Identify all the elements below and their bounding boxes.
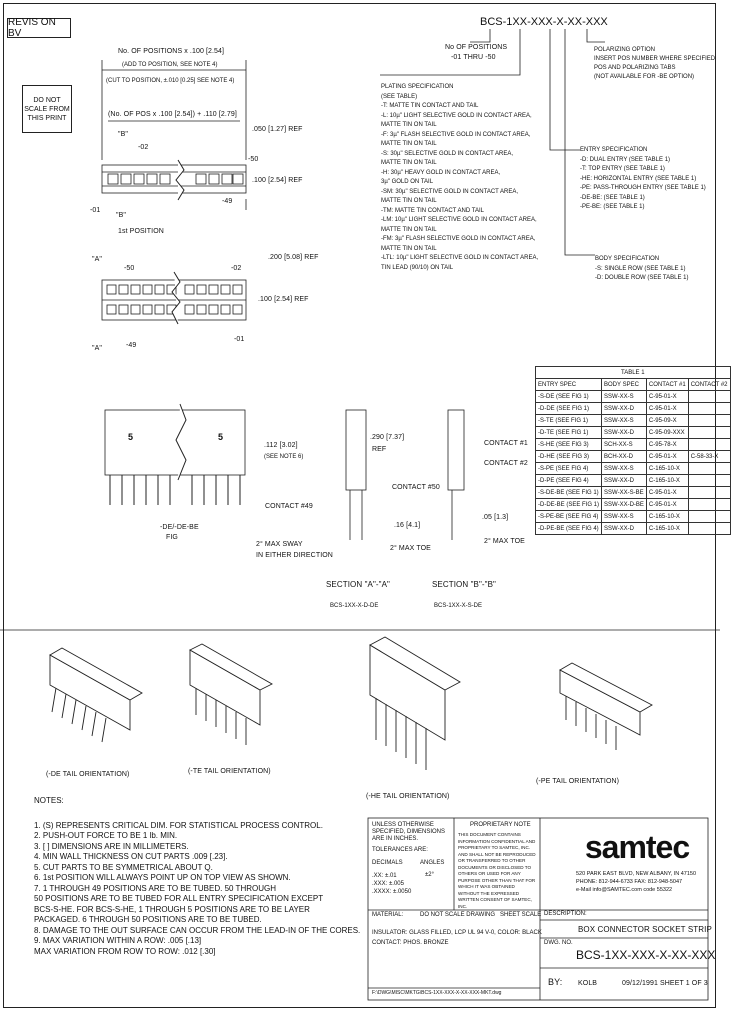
- table-cell: C-165-10-X: [646, 511, 688, 523]
- pos-50: -50: [248, 156, 259, 163]
- entry-block: ENTRY SPECIFICATION -D: DUAL ENTRY (SEE TABLE 1) -T: TOP ENTRY (SEE TABLE 1) -HE: HORIZONTAL ENTRY (SEE TABLE 1) -PE: PASS-THROUGH ENTRY (SEE TABLE 1) -DE-BE: (SEE TABLE 1) -PE-BE: (SEE TABLE 1): [580, 147, 706, 210]
- de-orientation: (-DE TAIL ORIENTATION): [46, 771, 130, 778]
- notes: [34, 796, 360, 957]
- table-row: [536, 487, 731, 499]
- tb-dwg-no: BCS-1XX-XXX-X-XX-XXX: [576, 948, 716, 962]
- table-row: [536, 403, 731, 415]
- tb-date: 09/12/1991: [622, 980, 659, 987]
- table-cell: [688, 463, 730, 475]
- table-cell: -S-HE (SEE FIG 3): [536, 439, 602, 451]
- tb-file: F:\DWG\MISC\MKTG\BCS-1XX-XXX-X-XX-XXX-MKT.dwg: [372, 990, 502, 996]
- table-cell: -S-TE (SEE FIG 1): [536, 415, 602, 427]
- a-label-top: "A": [92, 256, 102, 263]
- dim-100: .100 [2.54] REF: [252, 177, 303, 184]
- table-cell: C-58-33-X: [688, 451, 730, 463]
- note-line: PACKAGED. 6 THROUGH 50 POSITIONS ARE TO BE TUBED.: [34, 915, 262, 924]
- table-cell: -D-DE (SEE FIG 1): [536, 403, 602, 415]
- table-cell: C-95-09-X: [646, 415, 688, 427]
- te-orientation: (-TE TAIL ORIENTATION): [188, 768, 271, 775]
- table-cell: C-95-78-X: [646, 439, 688, 451]
- table-cell: SSW-XX-D: [602, 403, 647, 415]
- table-1: [535, 366, 731, 535]
- table-cell: C-95-09-XXX: [646, 427, 688, 439]
- tb-proprietary: PROPRIETARY NOTE: [470, 822, 531, 828]
- tb-tol-rows: .XX: ±.01 .XXX: ±.005 .XXXX: ±.0050: [372, 873, 412, 895]
- dv-pos-49: -49: [126, 342, 137, 349]
- polarizing-block: POLARIZING OPTION INSERT POS NUMBER WHERE SPECIFIED POS AND POLARIZING TABS (NOT AVAILABLE FOR -BE OPTION): [594, 47, 716, 80]
- sb-dim: .05 [1.3]: [482, 514, 509, 521]
- table-cell: SSW-XX-D: [602, 427, 647, 439]
- table-cell: [688, 499, 730, 511]
- sa-dim: .290 [7.37]: [370, 434, 405, 441]
- table-row: [536, 511, 731, 523]
- table-row: [536, 451, 731, 463]
- table-row: [536, 523, 731, 535]
- side-marker-1: 5: [128, 432, 134, 442]
- table-row: [536, 475, 731, 487]
- dv-dim-200: .200 [5.08] REF: [268, 254, 319, 261]
- note-line: 4. MIN WALL THICKNESS ON CUT PARTS .009 [.23].: [34, 852, 228, 861]
- first-position: 1st POSITION: [118, 228, 164, 235]
- dim-cut: (CUT TO POSITION, ±.010 [0.25] SEE NOTE 4): [106, 78, 235, 84]
- dim-050: .050 [1.27] REF: [252, 126, 303, 133]
- tb-material: INSULATOR: GLASS FILLED, LCP UL 94 V-0, COLOR: BLACK: [372, 930, 542, 936]
- tb-decimals: DECIMALS: [372, 860, 403, 866]
- dim-pos-formula: (No. OF POS x .100 [2.54]) + .110 [2.79]: [108, 111, 237, 118]
- tb-sheet: SHEET 1 OF 3: [660, 980, 708, 987]
- tb-angles: ANGLES: [420, 860, 445, 866]
- note-line: 7. 1 THROUGH 49 POSITIONS ARE TO BE TUBED. 50 THROUGH: [34, 883, 276, 893]
- tb-address: 520 PARK EAST BLVD, NEW ALBANY, IN 47150 PHONE: 812-944-6733 FAX: 812-948-5047 e-Mail info@SAMTEC.com code 55322: [576, 871, 697, 893]
- tb-desc-label: DESCRIPTION:: [544, 911, 587, 917]
- table-cell: -D-PE (SEE FIG 4): [536, 475, 602, 487]
- tb-angle-val: ±2°: [425, 872, 435, 878]
- table-cell: BCH-XX-D: [602, 451, 647, 463]
- table-cell: SSW-XX-D-BE: [602, 499, 647, 511]
- dv-pos-02: -02: [231, 265, 242, 272]
- note-line: 1. (S) REPRESENTS CRITICAL DIM. FOR STATISTICAL PROCESS CONTROL.: [34, 820, 323, 830]
- table-cell: [688, 511, 730, 523]
- table-cell: -D-PE-BE (SEE FIG 4): [536, 523, 602, 535]
- body-block: BODY SPECIFICATION -S: SINGLE ROW (SEE TABLE 1) -D: DOUBLE ROW (SEE TABLE 1): [595, 256, 689, 281]
- sb-contact2: CONTACT #2: [484, 460, 528, 467]
- table-cell: C-95-01-X: [646, 451, 688, 463]
- table-cell: C-95-01-X: [646, 499, 688, 511]
- dv-pos-01: -01: [234, 336, 245, 343]
- pe-orientation: (-PE TAIL ORIENTATION): [536, 778, 620, 785]
- note-line: 9. MAX VARIATION WITHIN A ROW: .005 [.13]: [34, 936, 202, 945]
- sa-toe: 2° MAX TOE: [390, 545, 431, 552]
- table-cell: -S-DE-BE (SEE FIG 1): [536, 487, 602, 499]
- note-line: 3. [ ] DIMENSIONS ARE IN MILLIMETERS.: [34, 841, 189, 851]
- sb-toe: 2° MAX TOE: [484, 538, 525, 545]
- table-cell: C-165-10-X: [646, 463, 688, 475]
- table-header: CONTACT #1: [646, 379, 688, 391]
- he-orientation: (-HE TAIL ORIENTATION): [366, 793, 450, 800]
- samtec-logo: samtec: [584, 829, 690, 865]
- table-cell: -D-DE-BE (SEE FIG 1): [536, 499, 602, 511]
- no-scale-notice: DO NOT SCALE FROM THIS PRINT: [22, 85, 72, 133]
- sa-tail: .16 [4.1]: [394, 522, 421, 529]
- table-cell: [688, 391, 730, 403]
- table-cell: C-165-10-X: [646, 475, 688, 487]
- side-marker-2: 5: [218, 432, 224, 442]
- table-cell: -S-PE (SEE FIG 4): [536, 463, 602, 475]
- note-line: BCS-S-HE. FOR BCS-S-HE, 1 THROUGH 5 POSITIONS ARE TO BE LAYER: [34, 904, 310, 914]
- tb-prop-text: THIS DOCUMENT CONTAINS INFORMATION CONFIDENTIAL AND PROPRIETARY TO SAMTEC, INC. AND SHALL NOT BE REPRODUCED OR TRANSFERRED TO OTHER DOCUMENTS OR DISCLOSED TO OTHERS OR USED FOR ANY PURPOSE OTHER THAN THAT FOR WHICH IT WAS OBTAINED WITHOUT THE EXPRESSED WRITTEN CONSENT OF SAMTEC, INC.: [458, 832, 536, 909]
- pos-49: -49: [222, 198, 233, 205]
- positions-label: No OF POSITIONS: [445, 44, 508, 51]
- table-cell: [688, 475, 730, 487]
- table-title: TABLE 1: [536, 367, 731, 379]
- table-cell: C-95-01-X: [646, 487, 688, 499]
- tb-dwg-label: DWG. NO.: [544, 940, 573, 946]
- table-header: BODY SPEC: [602, 379, 647, 391]
- table-row: [536, 391, 731, 403]
- note-line: 2. PUSH-OUT FORCE TO BE 1 lb. MIN.: [34, 831, 178, 840]
- table-cell: [688, 403, 730, 415]
- dv-pos-50: -50: [124, 265, 135, 272]
- table-cell: [688, 415, 730, 427]
- table-cell: [688, 487, 730, 499]
- tb-contact-mat: CONTACT: PHOS. BRONZE: [372, 940, 449, 946]
- note-line: MAX VARIATION FROM ROW TO ROW: .012 [.30]: [34, 946, 216, 956]
- revision-box: REVIS ON BV: [7, 18, 71, 38]
- b-label-bottom: "B": [116, 212, 126, 219]
- table-cell: [688, 523, 730, 535]
- side-sway2: IN EITHER DIRECTION: [256, 552, 333, 559]
- sb-title: SECTION "B"-"B": [432, 580, 496, 589]
- table-cell: SSW-XX-S: [602, 391, 647, 403]
- side-dim-note: (SEE NOTE 6): [264, 454, 304, 460]
- table-cell: C-165-10-X: [646, 523, 688, 535]
- table-cell: SSW-XX-D: [602, 475, 647, 487]
- table-cell: C-95-01-X: [646, 403, 688, 415]
- b-label-top: "B": [118, 131, 128, 138]
- table-cell: SSW-XX-S: [602, 511, 647, 523]
- tb-tolerances: TOLERANCES ARE:: [372, 847, 428, 853]
- tb-sheet-scale: SHEET SCALE: [500, 912, 542, 918]
- table-row: [536, 463, 731, 475]
- side-dim: .112 [3.02]: [264, 442, 298, 449]
- table-cell: SSW-XX-D: [602, 523, 647, 535]
- pos-01: -01: [90, 207, 101, 214]
- table-header: ENTRY SPEC: [536, 379, 602, 391]
- table-cell: -D-TE (SEE FIG 1): [536, 427, 602, 439]
- note-line: 6. 1st POSITION WILL ALWAYS POINT UP ON TOP VIEW AS SHOWN.: [34, 873, 291, 882]
- tb-description: BOX CONNECTOR SOCKET STRIP: [578, 925, 712, 934]
- sa-subtitle: BCS-1XX-X-D-DE: [330, 603, 379, 609]
- side-label: -DE/-DE-BE: [160, 524, 199, 531]
- table-cell: [688, 439, 730, 451]
- table-cell: -S-DE (SEE FIG 1): [536, 391, 602, 403]
- pos-02: -02: [138, 144, 149, 151]
- table-cell: -S-PE-BE (SEE FIG 4): [536, 511, 602, 523]
- dv-dim-100: .100 [2.54] REF: [258, 296, 309, 303]
- part-code-title: BCS-1XX-XXX-X-XX-XXX: [480, 16, 608, 28]
- side-sway: 2° MAX SWAY: [256, 541, 303, 548]
- table-cell: -D-HE (SEE FIG 3): [536, 451, 602, 463]
- table-row: [536, 499, 731, 511]
- table-cell: SSW-XX-S: [602, 463, 647, 475]
- table-row: [536, 415, 731, 427]
- side-fig: FIG: [166, 534, 178, 541]
- table-header: CONTACT #2: [688, 379, 730, 391]
- note-line: 50 POSITIONS ARE TO BE TUBED FOR ALL ENTRY SPECIFICATION EXCEPT: [34, 894, 324, 903]
- table-row: [536, 427, 731, 439]
- sa-ref: REF: [372, 446, 387, 453]
- tb-by-label: BY:: [548, 977, 563, 987]
- table-cell: [688, 427, 730, 439]
- table-row: [536, 439, 731, 451]
- table-cell: SSW-XX-S: [602, 415, 647, 427]
- a-label-bottom: "A": [92, 345, 102, 352]
- note-line: 8. DAMAGE TO THE OUT SURFACE CAN OCCUR FROM THE LEAD-IN OF THE CORES.: [34, 925, 361, 935]
- dim-add: (ADD TO POSITION, SEE NOTE 4): [122, 62, 218, 68]
- sa-contact49: CONTACT #49: [265, 503, 313, 510]
- note-line: 5. CUT PARTS TO BE SYMMETRICAL ABOUT Q.: [34, 862, 213, 872]
- tb-do-not-scale: DO NOT SCALE DRAWING: [420, 912, 496, 918]
- sb-subtitle: BCS-1XX-X-S-DE: [434, 603, 483, 609]
- table-cell: SSW-XX-S-BE: [602, 487, 647, 499]
- notes-title: NOTES:: [34, 796, 64, 805]
- positions-range: -01 THRU -50: [451, 54, 496, 61]
- sa-contact50: CONTACT #50: [392, 484, 440, 491]
- tb-material-label: MATERIAL:: [372, 912, 404, 918]
- dim-positions: No. OF POSITIONS x .100 [2.54]: [118, 48, 225, 55]
- plating-block: PLATING SPECIFICATION (SEE TABLE) -T: MATTE TIN CONTACT AND TAIL -L: 10µ" LIGHT SELECTIVE GOLD IN CONTACT AREA, MATTE TIN ON TAIL -F: 3µ" FLASH SELECTIVE GOLD IN CONTACT AREA, MATTE TIN ON TAIL -S: 30µ" SELECTIVE GOLD IN CONTACT AREA, MATTE TIN ON TAIL -H: 30µ" HEAVY GOLD IN CONTACT AREA, 3µ" GOLD ON TAIL -SM: 30µ" SELECTIVE GOLD IN CONTACT AREA, MATTE TIN ON TAIL -TM: MATTE TIN CONTACT AND TAIL -LM: 10µ" LIGHT SELECTIVE GOLD IN CONTACT AREA, MATTE TIN ON TAIL -FM: 3µ" FLASH SELECTIVE GOLD IN CONTACT AREA, MATTE TIN ON TAIL -LTL: 10µ" LIGHT SELECTIVE GOLD IN CONTACT AREA, TIN LEAD (90/10) ON TAIL: [381, 84, 539, 271]
- table-cell: SCH-XX-S: [602, 439, 647, 451]
- sb-contact1: CONTACT #1: [484, 440, 528, 447]
- sa-title: SECTION "A"-"A": [326, 580, 390, 589]
- table-cell: C-95-01-X: [646, 391, 688, 403]
- tb-by: KOLB: [578, 980, 598, 987]
- tb-unless: UNLESS OTHERWISE SPECIFIED, DIMENSIONS ARE IN INCHES.: [372, 822, 446, 842]
